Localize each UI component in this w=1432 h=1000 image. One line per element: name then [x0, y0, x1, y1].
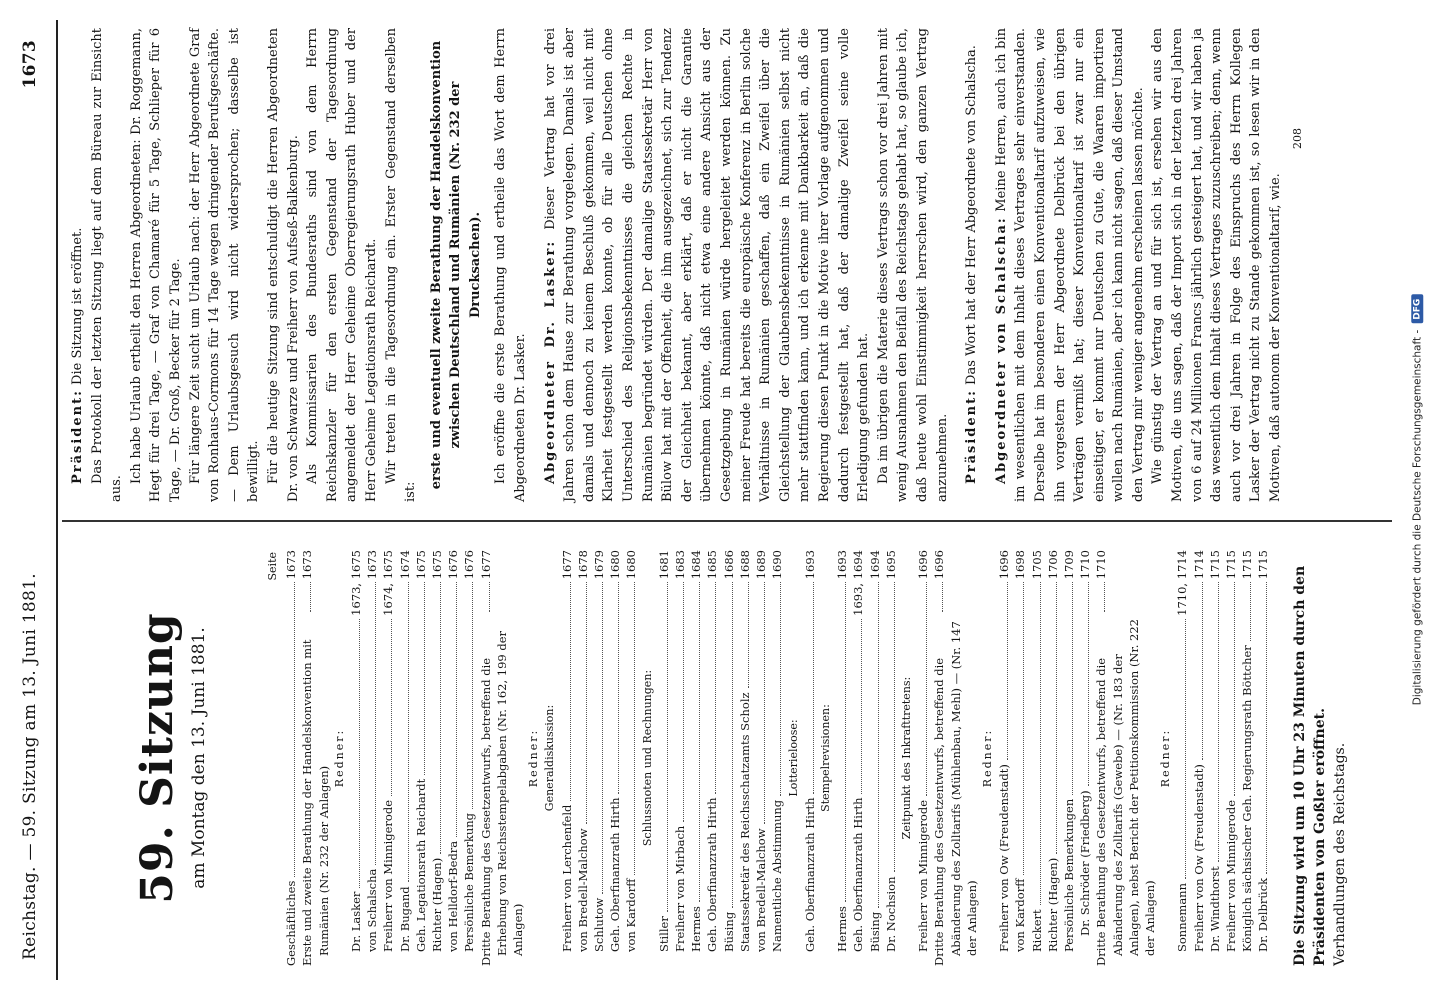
toc-leader-dots — [780, 582, 781, 796]
toc-page-ref: 1690 — [770, 550, 785, 580]
toc-leader-dots — [845, 582, 846, 902]
paragraph — [874, 28, 952, 502]
toc-entry-title: Freiherr von Mirbach — [673, 825, 688, 952]
toc-entry — [591, 550, 607, 966]
toc-entry-title: Dr. Windthorst — [1207, 866, 1222, 952]
paragraph-text: Für die heutige Sitzung sind entschuldigt die Herren Abgeordneten Dr. von Schwarze und Freiherr von Aufseß-Balkenburg. — [265, 28, 301, 502]
toc-page-ref: 1698 — [1013, 550, 1028, 580]
toc-subheading: Stempelrevisionen: — [818, 704, 832, 812]
toc-entry-title: Rickert — [1029, 909, 1044, 952]
toc-leader-dots — [715, 582, 716, 793]
toc-leader-dots — [942, 582, 943, 612]
toc-entry — [1012, 550, 1028, 966]
toc-entry-title: Geh. Oberfinanzrath Hirth — [705, 797, 720, 952]
toc-entry — [445, 550, 461, 966]
toc-entry-title: Dr. Schröder (Friedberg) — [1078, 790, 1093, 936]
toc-entry — [915, 550, 931, 966]
toc-entry — [883, 550, 899, 966]
toc-page-ref: 1709 — [1061, 550, 1076, 580]
toc-page-ref: 1683 — [673, 550, 688, 580]
toc-page-ref: 1677 — [478, 550, 493, 580]
toc-entry — [1223, 550, 1239, 966]
toc-leader-dots — [408, 582, 409, 882]
toc-leader-dots — [1202, 582, 1203, 760]
toc-speakers-label: Redner: — [332, 728, 346, 788]
toc-leader-dots — [586, 582, 587, 824]
toc-page-ref: 1693, 1694 — [851, 550, 866, 616]
toc-leader-dots — [294, 582, 295, 876]
paragraph — [88, 28, 127, 502]
paragraph-text: Dieser Vertrag hat vor drei Jahren schon dem Hause zur Berathung vorgelegen. Damals ist aber damals und dennoch zu keinem Beschluß gekommen, weil nicht mit Klarheit festgestellt werden konnte, ob für alle Deutschen ohne Unterschied des Religionsbekenntnisses die gleichen Rechte in Rumänien begründet würden. Der damalige Staatssekretär Herr von Bülow hat mit der Offenheit, die ihm ausgezeichnet, sich zur Tendenz der Gleichheit bekannt, aber erklärt, daß er nicht die Garantie übernehmen könnte, daß nicht etwa eine andere Ansicht aus der Gesetzgebung in Rumänien würde hergeleitet werden können. Zu meiner Freude hat bereits die europäische Konferenz in Berlin solche Verhältnisse in Rumänien geschaffen, daß ein Zweifel über die Gleichstellung der Glaubensbekenntnisse in Rumänien selbst nicht mehr stattfinden kann, und ich erkenne mit Dankbarkeit an, daß die Regierung diesen Punkt in die Motive ihrer Vorlage aufgenommen und dadurch festgestellt hat, daß der damalige Zweifel seine volle Erledigung gefunden hat. — [542, 27, 872, 502]
toc-leader-dots — [1088, 582, 1089, 786]
toc-entry — [1239, 550, 1255, 966]
toc-entry — [1093, 550, 1158, 966]
toc-leader-dots — [424, 582, 425, 774]
toc-entry-title: Persönliche Bemerkung — [462, 812, 477, 952]
toc-leader-dots — [1104, 582, 1105, 612]
paragraph — [541, 28, 874, 502]
paragraph — [264, 28, 303, 502]
session-date: am Montag den 13. Juni 1881. — [189, 627, 209, 889]
paragraph-text: Wir treten in die Tagesordnung ein. Erster Gegenstand derselben ist: — [383, 28, 419, 502]
toc-entry-title: Dritte Berathung des Gesetzentwurfs, betreffend die Abänderung des Zolltarifs (Gewebe) — (Nr. 183 der Anlagen), nebst Bericht der Petitionskommission (Nr. 222 der Anlagen) — [1094, 619, 1157, 966]
header-left: Reichstag. — 59. Sitzung am 13. Juni 1881. — [20, 573, 40, 960]
toc-leader-dots — [310, 582, 311, 612]
toc-page-ref: 1676 — [462, 550, 477, 580]
paragraph-text: Wie günstig der Vertrag an und für sich ist, ersehen wir aus den Motiven, die uns sagen, daß der Import sich in der letzten drei Jahren von 6 auf 24 Millionen Francs jährlich gesteigert hat, und wir haben ja das wesentlich dem Inhalt dieses Vertrages zuzuschreiben; denn, wenn auch vor drei Jahren in Folge des Einspruchs des Herrn Kollegen Lasker der Vertrag nicht zu Stande gekommen ist, so lesen wir in den Motiven, daß autonom der Konventionaltarif, wie. — [1150, 28, 1284, 502]
toc-entry — [478, 550, 527, 966]
toc-entry-title: Dr. Bugand — [397, 886, 412, 952]
toc-entry-title: Freiherr von Minnigerode — [1223, 799, 1238, 952]
toc-entry-title: Freiherr von Lerchenfeld — [559, 804, 574, 952]
toc-entry-title: Freiherr von Minnigerode — [381, 799, 396, 952]
toc-entry-title: Dritte Berathung des Gesetzentwurfs, betreffend die Erhebung von Reichsstempelabgaben (Nr. 162, 199 der Anlagen) — [478, 630, 526, 966]
toc-page-ref: 1696 — [916, 550, 931, 580]
toc-leader-dots — [1266, 582, 1267, 874]
toc-entry — [1191, 550, 1207, 966]
opening-line-3: Verhandlungen des Reichstags. — [1331, 742, 1348, 966]
paragraph-text: Das Wort hat der Herr Abgeordnete von Schalscha. — [964, 45, 980, 390]
toc-page-ref: 1693 — [835, 550, 850, 580]
toc-leader-dots — [1185, 619, 1186, 879]
toc-page-ref: 1673 — [365, 550, 380, 580]
toc-page-ref: 1695 — [883, 550, 898, 580]
toc-leader-dots — [489, 582, 490, 612]
session-title: 59. Sitzung — [132, 612, 183, 904]
agenda-item — [427, 28, 486, 502]
toc-entry — [753, 550, 769, 966]
toc-entry-title: Büsing — [721, 911, 736, 952]
paragraph — [68, 28, 88, 502]
toc-leader-dots — [683, 582, 684, 821]
toc-page-ref: 1673 — [284, 550, 299, 580]
toc-entry — [283, 550, 299, 966]
toc-entry — [348, 550, 364, 966]
toc-entry — [721, 550, 737, 966]
toc-entry-title: Geschäftliches — [284, 880, 299, 966]
column-divider — [62, 520, 1392, 522]
toc-entry — [559, 550, 575, 966]
paragraph — [1148, 28, 1285, 502]
header-rule — [56, 20, 58, 980]
toc-page-ref: 1694 — [867, 550, 882, 580]
toc-entry-title: Richter (Hagen) — [1045, 857, 1060, 952]
toc-page-ref: 1710, 1714 — [1175, 550, 1190, 616]
toc-page-ref: 1684 — [689, 550, 704, 580]
toc-entry — [850, 550, 866, 966]
toc-page-ref: 1715 — [1240, 550, 1255, 580]
toc-page-ref: 1693 — [802, 550, 817, 580]
toc-leader-dots — [570, 582, 571, 800]
footer-sheet-number: 208 — [1290, 128, 1304, 149]
toc-leader-dots — [391, 619, 392, 796]
toc-entry-title: von Bredell-Malchow — [575, 828, 590, 952]
toc-leader-dots — [618, 582, 619, 793]
toc-entry — [656, 550, 672, 966]
toc-page-ref: 1689 — [754, 550, 769, 580]
toc-page-ref: 1680 — [608, 550, 623, 580]
toc-entry — [688, 550, 704, 966]
toc-entry — [364, 550, 380, 966]
toc-entry — [704, 550, 720, 966]
toc-page-ref: 1680 — [624, 550, 639, 580]
toc-speakers-label: Redner: — [527, 728, 541, 788]
toc-leader-dots — [732, 582, 733, 908]
toc-leader-dots — [926, 582, 927, 796]
toc-entry — [413, 550, 429, 966]
paragraph-text: Ich habe Urlaub ertheilt den Herren Abgeordneten: Dr. Roggemann, Hegt für drei Tage, — Graf von Chamaré für 5 Tage, Schlieper für 6 Tage, — Dr. Groß, Becker für 2 Tage. — [128, 28, 183, 502]
toc-entry-title: Geh. Oberfinanzrath Hirth — [851, 797, 866, 952]
toc-leader-dots — [1007, 582, 1008, 760]
dfg-credit — [1406, 12, 1428, 988]
speaker-name: Abgeordneter von Schalscha: — [993, 216, 1009, 484]
speaker-name: Präsident: — [70, 389, 85, 484]
toc-leader-dots — [764, 582, 765, 824]
toc-entry-title: Freiherr von Minnigerode — [916, 799, 931, 952]
toc-entry-title: Geh. Legationsrath Reichardt — [413, 778, 428, 952]
table-of-contents — [265, 550, 1272, 966]
toc-page-ref: 1678 — [575, 550, 590, 580]
paragraph-text: erste und eventuell zweite Berathung der Handelskonvention zwischen Deutschland und Rumänien (Nr. 232 der Drucksachen). — [428, 40, 483, 490]
credit-text: Digitalisierung gefördert durch die Deutsche Forschungsgemeinschaft - — [1411, 329, 1423, 706]
paragraph-text: Für längere Zeit sucht um Urlaub nach: der Herr Abgeordnete Graf von Ronhaus-Cormons für 14 Tage wegen dringender Berufsgeschäfte. — Dem Urlaubsgesuch wird nicht widersprochen; dasselbe ist bewilligt. — [187, 28, 262, 502]
toc-entry-title: Dr. Delbrück — [1256, 877, 1271, 952]
paragraph-gap — [531, 28, 541, 502]
toc-speakers-label: Redner: — [980, 728, 994, 788]
toc-leader-dots — [894, 582, 895, 872]
toc-leader-dots — [440, 582, 441, 854]
toc-entry — [1174, 550, 1190, 966]
toc-leader-dots — [1023, 582, 1024, 874]
toc-entry-title: Sonnemann — [1175, 883, 1190, 952]
toc-entry — [380, 550, 396, 966]
toc-page-ref: 1675 — [413, 550, 428, 580]
toc-page-ref: 1674, 1675 — [381, 550, 396, 616]
toc-page-ref: 1696 — [932, 550, 947, 580]
toc-entry-title: Geh. Oberfinanzrath Hirth — [802, 797, 817, 952]
toc-entry-title: von Helldorf-Bedra — [446, 840, 461, 952]
toc-entry — [1077, 550, 1093, 966]
toc-entry — [769, 550, 785, 966]
toc-entry-title: Stiller — [656, 916, 671, 952]
toc-entry — [299, 550, 331, 966]
toc-entry-title: von Kardorff — [624, 878, 639, 952]
paragraph — [491, 28, 530, 502]
speaker-name: Präsident: — [964, 389, 980, 484]
toc-page-ref: 1688 — [737, 550, 752, 580]
toc-entry — [1061, 550, 1077, 966]
toc-page-ref: 1676 — [446, 550, 461, 580]
toc-leader-dots — [861, 619, 862, 794]
toc-entry-title: Königlich sächsischer Geh. Regierungsrath Böttcher — [1240, 645, 1255, 952]
toc-entry — [834, 550, 850, 966]
toc-leader-dots — [813, 582, 814, 793]
toc-page-ref: 1679 — [592, 550, 607, 580]
paragraph — [992, 28, 1149, 502]
paragraph-text: Als Kommissarien des Bundesraths sind von dem Herrn Reichskanzler für den ersten Gegenstand der Tagesordnung angemeldet der Herr Geheime Oberregierungsrath Huber und der Herr Geheime Legationsrath Reichardt. — [305, 28, 379, 502]
toc-leader-dots — [1250, 582, 1251, 641]
toc-entry — [867, 550, 883, 966]
toc-subheading: Lotterieloose: — [786, 719, 800, 797]
paragraph-text: Ich eröffne die erste Berathung und ertheile das Wort dem Herrn Abgeordneten Dr. Lasker. — [493, 28, 529, 502]
toc-leader-dots — [1218, 582, 1219, 862]
toc-leader-dots — [699, 582, 700, 902]
toc-entry — [623, 550, 639, 966]
toc-entry-title: Dritte Berathung des Gesetzentwurfs, betreffend die Abänderung des Zolltarifs (Mühlenbau, Mehl) — (Nr. 147 der Anlagen) — [932, 621, 979, 966]
left-column — [62, 540, 1412, 980]
paragraph-text: Die Sitzung ist eröffnet. — [70, 227, 85, 390]
toc-speakers-label: Redner: — [1159, 728, 1173, 788]
right-column-text — [62, 20, 1412, 510]
toc-page-ref: 1673 — [300, 550, 315, 580]
toc-entry-title: Geh. Oberfinanzrath Hirth — [608, 797, 623, 952]
toc-page-ref: 1710 — [1078, 550, 1093, 580]
paragraph — [303, 28, 381, 502]
toc-entry-title: Schlutow — [592, 897, 607, 952]
paragraph-text: Meine Herren, auch ich bin im wesentlichen mit dem Inhalt dieses Vertrages sehr einverstanden. Derselbe hat im besonderen einen Konventionaltarif aufzuweisen, wie ihn vorgestern der Herr Abgeordnete Delbrück bei den übrigen Verträgen vermißt hat; dieser Konventionaltarif ist zwar nur ein einseitiger, er kommt nur Deutschen zu Gute, die Waaren importiren wollen nach Rumänien, aber ich kann nicht sagen, daß dieser Umstand den Vertrag mir weniger angenehm erscheinen lassen möchte. — [993, 28, 1146, 502]
toc-entry — [672, 550, 688, 966]
toc-page-ref: 1686 — [721, 550, 736, 580]
toc-entry-title: von Kardorff — [1013, 878, 1028, 952]
toc-entry — [397, 550, 413, 966]
toc-leader-dots — [878, 582, 879, 908]
running-header — [0, 0, 60, 1000]
toc-page-ref: 1715 — [1223, 550, 1238, 580]
toc-entry — [429, 550, 445, 966]
toc-page-ref: 1715 — [1256, 550, 1271, 580]
toc-leader-dots — [667, 582, 668, 912]
speaker-name: Abgeordneter Dr. Lasker: — [542, 239, 558, 484]
toc-subheading: Schlussnoten und Rechnungen: — [640, 669, 654, 847]
toc-entry-title: Persönliche Bemerkungen — [1061, 798, 1076, 952]
toc-leader-dots — [472, 582, 473, 809]
toc-leader-dots — [1040, 582, 1041, 905]
toc-page-ref: 1673, 1675 — [349, 550, 364, 616]
header-page-number: 1673 — [20, 40, 40, 89]
toc-subheading: Zeitpunkt des Inkrafttretens: — [899, 676, 913, 840]
toc-leader-dots — [359, 619, 360, 888]
paragraph-gap — [982, 28, 992, 502]
paragraph — [127, 28, 186, 502]
toc-entry — [802, 550, 818, 966]
paragraph-text: Da im übrigen die Materie dieses Vertrags schon vor drei Jahren mit wenig Ausnahmen den Beifall des Reichstags gehabt hat, so glaube ich, daß heute wohl Einstimmigkeit herrschen wird, den ganzen Vertrag anzunehmen. — [875, 28, 950, 502]
toc-entry — [1045, 550, 1061, 966]
toc-page-ref: 1706 — [1045, 550, 1060, 580]
opening-line-1: Die Sitzung wird um 10 Uhr 23 Minuten durch den — [1291, 565, 1308, 966]
toc-entry — [931, 550, 980, 966]
toc-entry — [607, 550, 623, 966]
toc-entry-title: Dr. Lasker — [349, 891, 364, 952]
paragraph — [382, 28, 421, 502]
toc-page-ref: 1696 — [997, 550, 1012, 580]
toc-entry-title: Freiherr von Ow (Freudenstadt) — [997, 764, 1012, 952]
toc-entry-title: Erste und zweite Berathung der Handelskonvention mit Rumänien (Nr. 232 der Anlagen) — [300, 639, 331, 966]
toc-entry — [996, 550, 1012, 966]
toc-entry-title: von Schalscha — [365, 868, 380, 952]
toc-leader-dots — [602, 582, 603, 894]
toc-entry-title: Büsing — [867, 911, 882, 952]
toc-leader-dots — [634, 582, 635, 874]
toc-leader-dots — [456, 582, 457, 837]
toc-entry-title: Namentliche Abstimmung — [770, 799, 785, 952]
paragraph — [962, 28, 982, 502]
toc-leader-dots — [1234, 582, 1235, 796]
toc-entry — [461, 550, 477, 966]
toc-entry-title: Dr. Nochsion — [883, 876, 898, 952]
toc-seite-label: Seite — [266, 552, 279, 581]
toc-page-ref: 1674 — [397, 550, 412, 580]
toc-page-ref: 1675 — [430, 550, 445, 580]
toc-entry-title: Staatssekretär des Reichsschatzamts Scholz — [737, 692, 752, 952]
toc-leader-dots — [748, 582, 749, 688]
toc-entry-title: Hermes — [689, 906, 704, 952]
toc-entry — [1029, 550, 1045, 966]
toc-entry-title: Freiherr von Ow (Freudenstadt) — [1191, 764, 1206, 952]
toc-page-ref: 1685 — [705, 550, 720, 580]
toc-leader-dots — [1056, 582, 1057, 854]
toc-page-ref: 1714 — [1191, 550, 1206, 580]
toc-entry — [1255, 550, 1271, 966]
paragraph — [186, 28, 264, 502]
toc-entry-title: Hermes — [835, 906, 850, 952]
toc-entry-title: Richter (Hagen) — [430, 857, 445, 952]
session-opening-note — [1290, 550, 1350, 966]
toc-page-ref: 1705 — [1029, 550, 1044, 580]
toc-page-ref: 1715 — [1207, 550, 1222, 580]
dfg-logo: DFG — [1411, 295, 1423, 324]
toc-entry-title: von Bredell-Malchow — [754, 828, 769, 952]
paragraph-text: Das Protokoll der letzten Sitzung liegt auf dem Büreau zur Einsicht aus. — [89, 28, 125, 502]
toc-entry — [737, 550, 753, 966]
toc-entry — [1207, 550, 1223, 966]
toc-entry — [575, 550, 591, 966]
toc-page-ref: 1677 — [559, 550, 574, 580]
opening-line-2: Präsidenten von Goßler eröffnet. — [1311, 708, 1328, 966]
toc-page-ref: 1710 — [1094, 550, 1109, 580]
toc-page-ref: 1681 — [656, 550, 671, 580]
toc-subheading: Generaldiskussion: — [543, 704, 557, 812]
toc-leader-dots — [1072, 582, 1073, 794]
toc-leader-dots — [375, 582, 376, 864]
paragraph-gap — [952, 28, 962, 502]
